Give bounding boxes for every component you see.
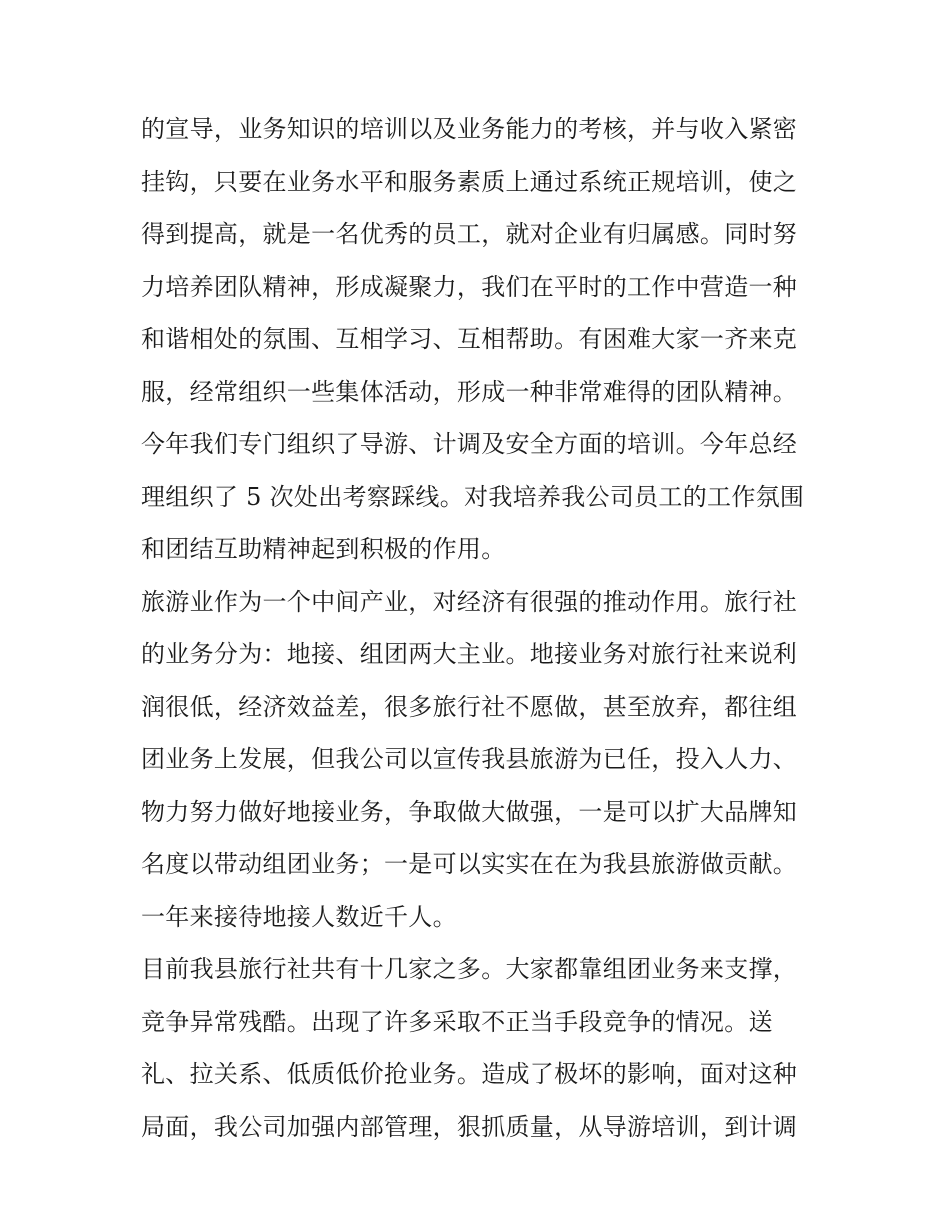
text-line: 团业务上发展，但我公司以宣传我县旅游为已任，投入人力、 (141, 745, 798, 773)
text-line: 得到提高，就是一名优秀的员工，就对企业有归属感。同时努 (141, 220, 798, 248)
text-line: 和谐相处的氛围、互相学习、互相帮助。有困难大家一齐来克 (141, 325, 798, 353)
text-line: 物力努力做好地接业务，争取做大做强，一是可以扩大品牌知 (141, 797, 798, 826)
text-line: 竞争异常残酷。出现了许多采取不正当手段竞争的情况。送 (141, 1007, 773, 1036)
text-line: 润很低，经济效益差，很多旅行社不愿做，甚至放弃，都往组 (141, 692, 798, 721)
text-line: 和团结互助精神起到积极的作用。 (141, 535, 506, 563)
text-line: 挂钩，只要在业务水平和服务素质上通过系统正规培训，使之 (141, 167, 798, 196)
text-line: 的业务分为：地接、组团两大主业。地接业务对旅行社来说利 (141, 640, 798, 668)
text-line: 服，经常组织一些集体活动，形成一种非常难得的团队精神。 (141, 377, 798, 406)
text-line: 旅游业作为一个中间产业，对经济有很强的推动作用。旅行社 (141, 587, 798, 616)
text-line: 今年我们专门组织了导游、计调及安全方面的培训。今年总经 (141, 430, 798, 458)
text-line: 礼、拉关系、低质低价抢业务。造成了极坏的影响，面对这种 (141, 1060, 798, 1088)
document-body-text (141, 103, 821, 1153)
text-line: 理组织了 5 次处出考察踩线。对我培养我公司员工的工作氛围 (141, 482, 805, 511)
text-line: 的宣导，业务知识的培训以及业务能力的考核，并与收入紧密 (141, 115, 798, 143)
text-line: 力培养团队精神，形成凝聚力，我们在平时的工作中营造一种 (141, 272, 798, 301)
text-line: 一年来接待地接人数近千人。 (141, 902, 457, 931)
text-line: 目前我县旅行社共有十几家之多。大家都靠组团业务来支撑， (141, 955, 798, 983)
text-line: 局面，我公司加强内部管理，狠抓质量，从导游培训，到计调 (141, 1112, 798, 1141)
text-line: 名度以带动组团业务；一是可以实实在在为我县旅游做贡献。 (141, 850, 798, 878)
